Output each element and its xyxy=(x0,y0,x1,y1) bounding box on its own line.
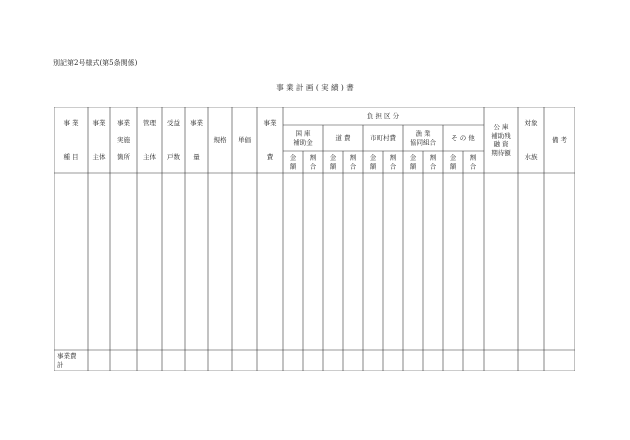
header-cost-bottom: 費 xyxy=(266,152,274,161)
header-beneficiary-bottom: 戸数 xyxy=(167,152,180,161)
header-location-mid: 実施 xyxy=(117,135,130,144)
header-unit-price: 単価 xyxy=(238,135,251,144)
header-ratio: 割 合 xyxy=(389,153,397,170)
header-project-type-bottom: 種 目 xyxy=(63,152,79,161)
header-quantity-top: 事業 xyxy=(190,118,203,127)
header-project-entity-top: 事業 xyxy=(92,118,106,127)
header-ratio: 割 合 xyxy=(469,153,477,170)
header-project-type-top: 事 業 xyxy=(63,118,79,127)
header-amount: 金 額 xyxy=(369,153,377,170)
header-national-subsidy: 国 庫 補助金 xyxy=(293,129,313,146)
form-reference: 別記第2号様式(第5条関係) xyxy=(53,59,138,67)
header-ratio: 割 合 xyxy=(349,153,357,170)
header-amount: 金 額 xyxy=(409,153,417,170)
header-amount: 金 額 xyxy=(329,153,337,170)
header-amount: 金 額 xyxy=(289,153,297,170)
form-title: 事 業 計 画 ( 実 績 ) 書 xyxy=(276,83,354,92)
header-remarks: 備 考 xyxy=(551,135,568,144)
header-beneficiary-top: 受益 xyxy=(167,118,180,127)
header-quantity-bottom: 量 xyxy=(193,152,200,161)
header-fishery-coop: 漁 業 協同組合 xyxy=(410,129,436,146)
header-ratio: 割 合 xyxy=(429,153,437,170)
header-manager-bottom: 主体 xyxy=(143,152,156,161)
plan-table xyxy=(54,107,575,371)
header-public-loan: 公 庫 補助残 融 資 期待額 xyxy=(491,123,511,157)
header-amount: 金 額 xyxy=(449,153,457,170)
header-location-top: 事業 xyxy=(117,118,130,127)
header-prefecture-cost: 道 費 xyxy=(335,133,351,142)
header-burden: 負 担 区 分 xyxy=(366,111,400,120)
header-ratio: 割 合 xyxy=(309,153,317,170)
header-manager-top: 管理 xyxy=(143,118,156,127)
header-target-top: 対象 xyxy=(524,118,538,127)
header-municipal-cost: 市町村費 xyxy=(370,133,396,142)
header-cost-top: 事業 xyxy=(263,118,277,127)
header-project-entity-bottom: 主体 xyxy=(92,152,106,161)
header-target-bottom: 水族 xyxy=(524,152,538,161)
header-location-bottom: 箇所 xyxy=(117,152,130,161)
total-cost-label: 事業費 計 xyxy=(57,352,77,369)
header-other: そ の 他 xyxy=(451,133,475,142)
header-spec: 規格 xyxy=(213,135,227,144)
